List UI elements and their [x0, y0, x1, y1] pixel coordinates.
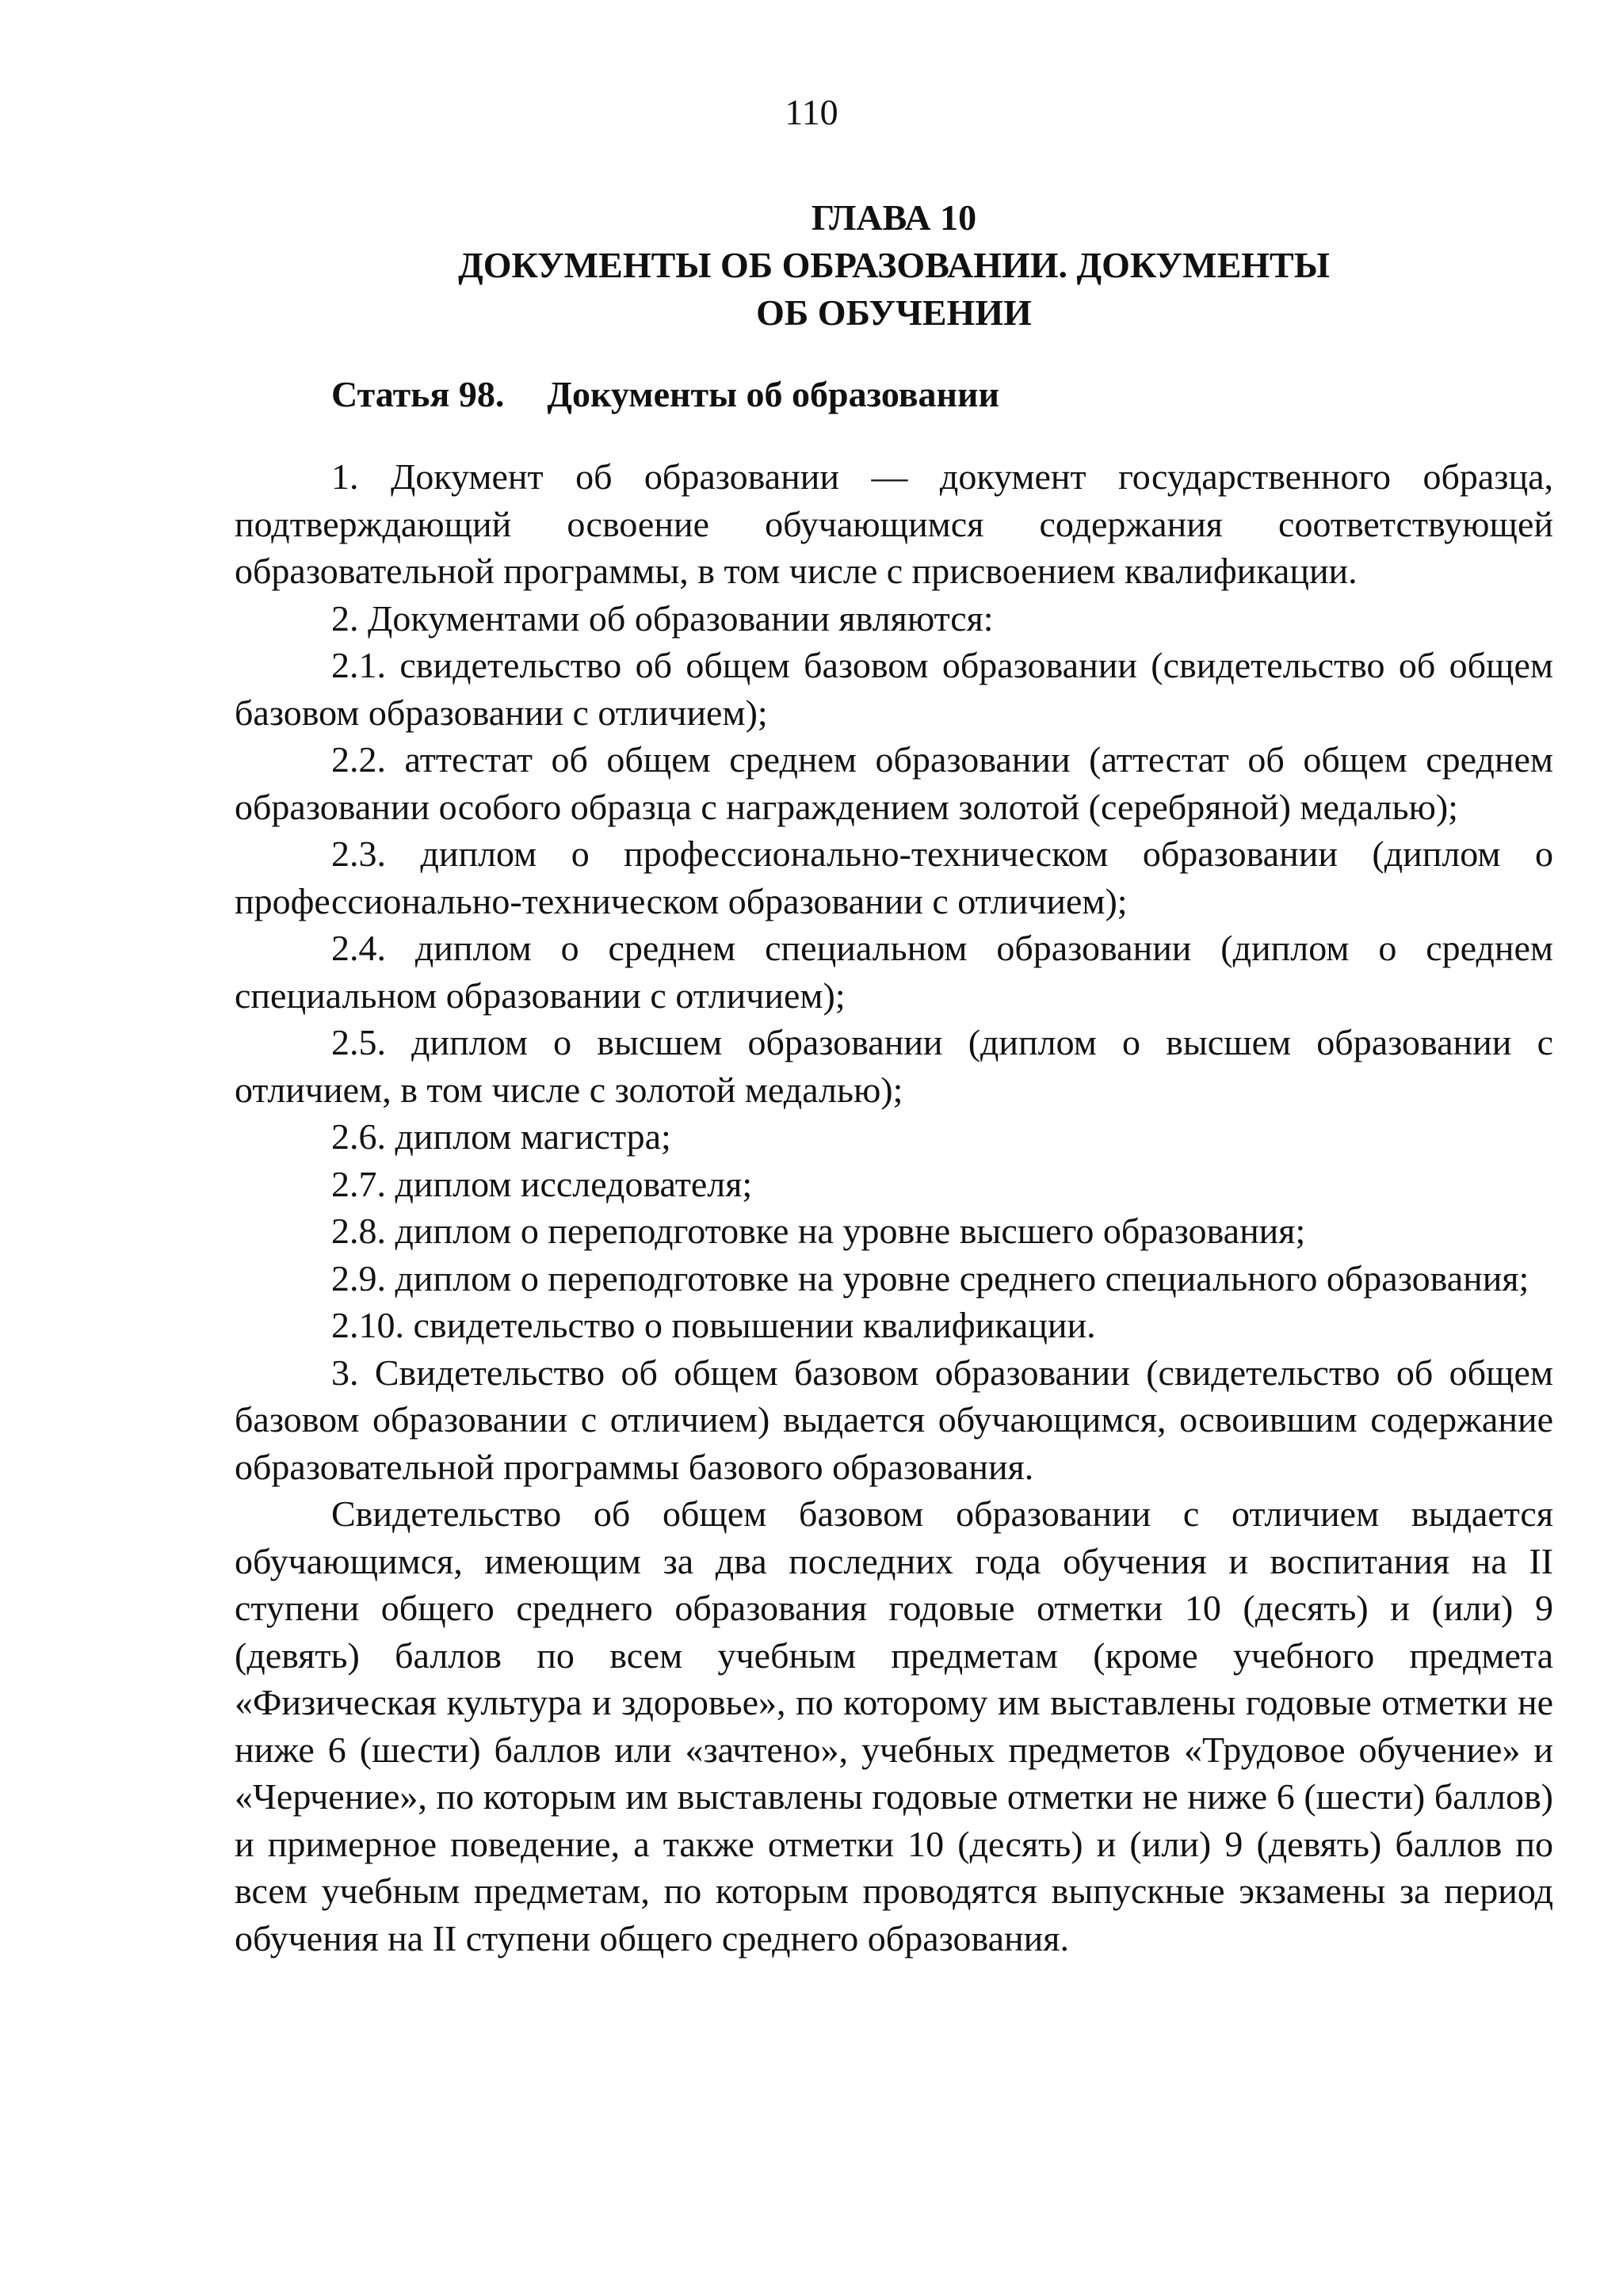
list-item-2-5: 2.5. диплом о высшем образовании (диплом о высшем образовании с отличием, в том числе с золотой медалью);: [235, 1022, 1553, 1110]
article-body: [235, 453, 1553, 1962]
chapter-heading: [235, 194, 1553, 337]
chapter-number: ГЛАВА 10: [811, 197, 977, 238]
list-item-2-4: 2.4. диплом о среднем специальном образовании (диплом о среднем специальном образовании с отличием);: [235, 928, 1553, 1016]
paragraph-3: 3. Свидетельство об общем базовом образовании (свидетельство об общем базовом образовании с отличием) выдается обучающимся, освоившим содержание образовательной программы базового образования.: [235, 1352, 1553, 1487]
chapter-title-line-1: ДОКУМЕНТЫ ОБ ОБРАЗОВАНИИ. ДОКУМЕНТЫ: [458, 245, 1330, 285]
article-title: Документы об образовании: [547, 374, 1000, 414]
paragraph-1: 1. Документ об образовании — документ государственного образца, подтверждающий освоение обучающимся содержания соответствующей образовательной программы, в том числе с присвоением квалификации.: [235, 456, 1553, 591]
paragraph-3-continuation: Свидетельство об общем базовом образовании с отличием выдается обучающимся, имеющим за два последних года обучения и воспитания на II ступени общего среднего образования годовые отметки 10 (десять) и (или) 9 (девять) баллов по всем учебным предметам (кроме учебного предмета «Физическая культура и здоровье», по которому им выставлены годовые отметки не ниже 6 (шести) баллов или «зачтено», учебных предметов «Трудовое обучение» и «Черчение», по которым им выставлены годовые отметки не ниже 6 (шести) баллов) и примерное поведение, а также отметки 10 (десять) и (или) 9 (девять) баллов по всем учебным предметам, по которым проводятся выпускные экзамены за период обучения на II ступени общего среднего образования.: [235, 1493, 1553, 1958]
list-item-2-6: 2.6. диплом магистра;: [331, 1116, 671, 1157]
list-item-2-1: 2.1. свидетельство об общем базовом образовании (свидетельство об общем базовом образовании с отличием);: [235, 645, 1553, 733]
list-item-2-10: 2.10. свидетельство о повышении квалификации.: [331, 1305, 1096, 1345]
list-item-2-8: 2.8. диплом о переподготовке на уровне высшего образования;: [331, 1211, 1306, 1251]
list-item-2-9: 2.9. диплом о переподготовке на уровне среднего специального образования;: [331, 1257, 1529, 1299]
article-number: Статья 98.: [331, 374, 505, 414]
list-item-2-3: 2.3. диплом о профессионально-техническом образовании (диплом о профессионально-техническом образовании с отличием);: [235, 833, 1553, 921]
article-heading: [331, 371, 999, 418]
paragraph-2: 2. Документами об образовании являются:: [331, 597, 994, 639]
list-item-2-7: 2.7. диплом исследователя;: [331, 1163, 753, 1204]
chapter-title-line-2: ОБ ОБУЧЕНИИ: [756, 292, 1032, 333]
list-item-2-2: 2.2. аттестат об общем среднем образовании (аттестат об общем среднем образовании особого образца с награждением золотой (серебряной) медалью);: [235, 739, 1553, 827]
page-number: 110: [785, 92, 838, 132]
